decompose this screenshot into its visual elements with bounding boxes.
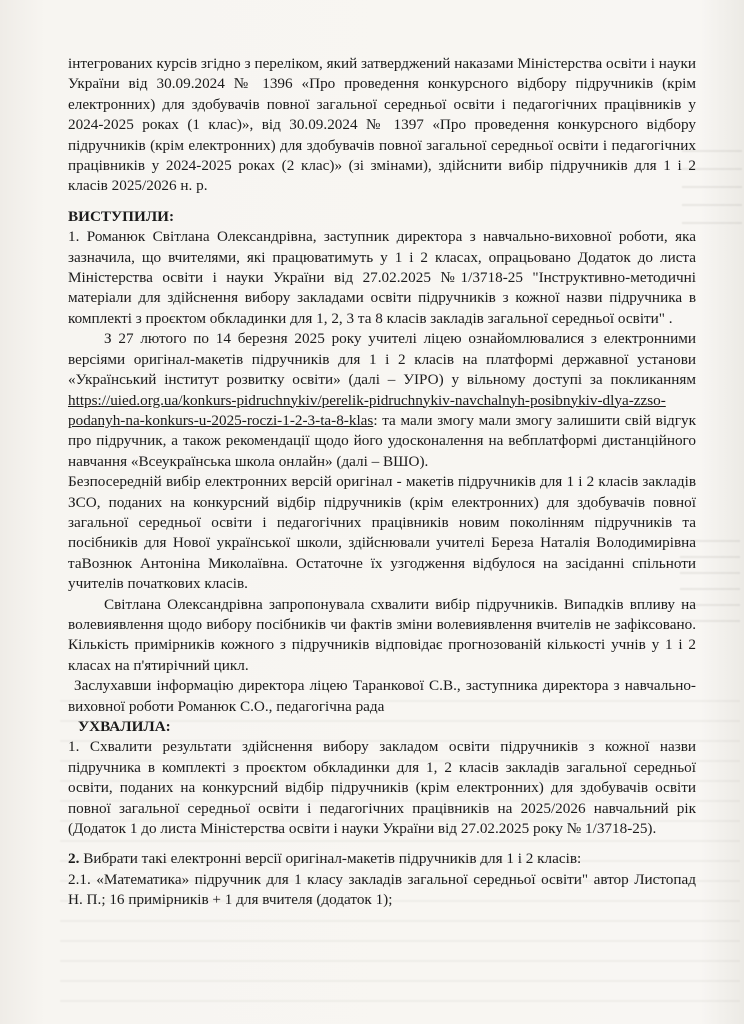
uied-link[interactable]: https://uied.org.ua/konkurs-pidruchnykiv/perelik-pidruchnykiv-navchalnyh-posibnykiv-dlya-zzso-podanyh-na-konkurs-u-2025-roczi-1-2-3-ta-8-klas xyxy=(68,391,666,429)
document-body xyxy=(68,54,696,911)
resolution-item-2 xyxy=(68,849,696,869)
speaker-paragraph: 1. Романюк Світлана Олександрівна, заступник директора з навчально-виховної роботи, яка зазначила, що вчителями, які працюватимуть у 1 і 2 класах, опрацьовано Додаток до листа Міністерства освіти і науки України від 27.02.2025 №1/3718-25 "Інструктивно-методичні матеріали для здійснення вибору закладами освіти підручників з кожної назви підручника в комплекті з проєктом обкладинки для 1, 2, 3 та 8 класів закладів загальної середньої освіти" . xyxy=(68,228,696,327)
selection-paragraph: Безпосередній вибір електронних версій оригінал - макетів підручників для 1 і 2 класів закладів ЗСО, поданих на конкурсний відбір підручників (крім електронних) для здобувачів повної загальної середньої освіти і педагогічних працівників новим поколінням підручників та посібників для Нової української школи, здійснювали учителі Береза Наталія Володимирівна таВознюк Антоніна Миколаївна. Остаточне їх узгодження відбулося на засіданні спільноти учителів початкових класів. xyxy=(68,473,696,593)
heading-vystupyly: ВИСТУПИЛИ: xyxy=(68,207,175,225)
review-text-start: З 27 лютого по 14 березня 2025 року учителі ліцею ознайомлювалися з електронними версіями оригінал-макетів підручників для 1 і 2 класів на платформі державної установи «Український інститут розвитку освіти» (далі – УІРО) у вільному доступі за покликанням xyxy=(68,330,696,389)
resolution-item-2-1: 2.1. «Математика» підручник для 1 класу закладів загальної середньої освіти" автор Листопад Н. П.; 16 примірників + 1 для вчителя (додаток 1); xyxy=(68,870,696,909)
resolution-item-1: 1. Схвалити результати здійснення вибору закладом освіти підручників з кожної назви підручника в комплекті з проєктом обкладинки для 1, 2 класів закладів загальної середньої освіти, поданих на конкурсний відбір підручників (крім електронних) для здобувачів освіти повної загальної середньої освіти і педагогічних працівників на 2025/2026 навчальний рік (Додаток 1 до листа Міністерства освіти і науки України від 27.02.2025 року № 1/3718-25). xyxy=(68,738,696,838)
hearing-paragraph: Заслухавши інформацію директора ліцею Таранкової С.В., заступника директора з навчально-виховної роботи Романюк С.О., педагогічна рада xyxy=(68,677,696,715)
review-paragraph xyxy=(68,329,696,472)
heading-ukhvalyla: УХВАЛИЛА: xyxy=(78,718,171,735)
review-text-end: : та мали змогу мали змогу залишити свій відгук про підручник, а також рекомендації щодо його удосконалення на вебплатформі дистанційного навчання «Всеукраїнська школа онлайн» (далі – ВШО). xyxy=(68,411,696,470)
proposal-paragraph: Світлана Олександрівна запропонувала схвалити вибір підручників. Випадків впливу на волевиявлення щодо вибору посібників чи фактів зміни волевиявлення вчителів не зафіксовано. Кількість примірників кожного з підручників відповідає прогнозованій кількості учнів у 1 і 2 класах на п'ятирічний цикл. xyxy=(68,595,696,674)
resolution-item-2-number: 2. xyxy=(68,850,80,868)
resolution-item-2-text: Вибрати такі електронні версії оригінал-макетів підручників для 1 і 2 класів: xyxy=(79,850,582,868)
intro-paragraph: інтегрованих курсів згідно з переліком, який затверджений наказами Міністерства освіти і науки України від 30.09.2024 № 1396 «Про проведення конкурсного відбору підручників (крім електронних) для здобувачів повної загальної середньої освіти і педагогічних працівників у 2024-2025 роках (1 клас)», від 30.09.2024 № 1397 «Про проведення конкурсного відбору підручників (крім електронних) для здобувачів повної загальної середньої освіти і педагогічних працівників у 2024-2025 роках (2 клас)» (зі змінами), здійснити вибір підручників для 1 і 2 класів 2025/2026 н. р. xyxy=(68,55,696,195)
